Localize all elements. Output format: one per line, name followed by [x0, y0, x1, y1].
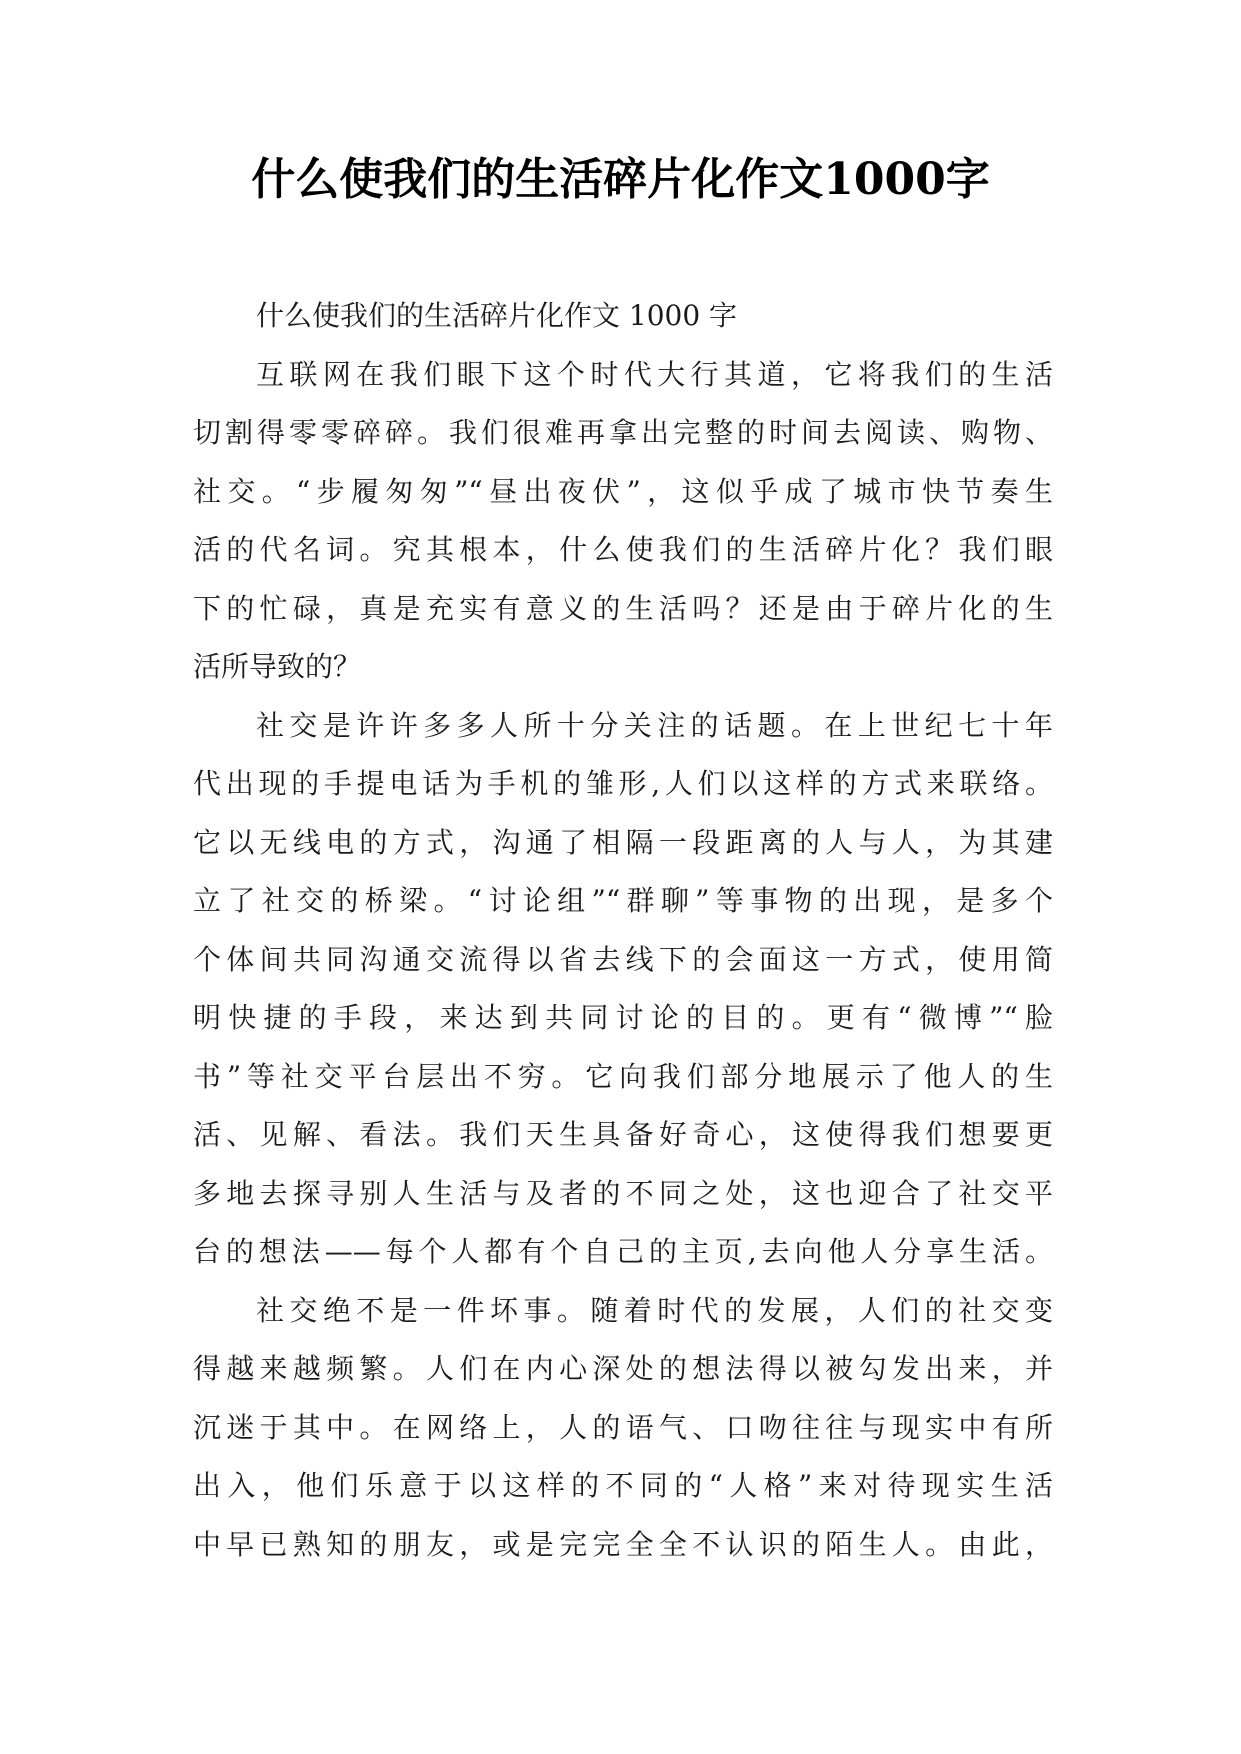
paragraph-1-line-4: 活的代名词。究其根本，什么使我们的生活碎片化？我们眼 — [193, 533, 1053, 566]
paragraph-2-line-3: 它以无线电的方式，沟通了相隔一段距离的人与人，为其建 — [193, 825, 1053, 859]
paragraph-2-line-2: 代出现的手提电话为手机的雏形,人们以这样的方式来联络。 — [193, 767, 1053, 800]
paragraph-1-line-1: 互联网在我们眼下这个时代大行其道，它将我们的生活 — [256, 357, 1053, 391]
paragraph-1-line-3: 社交。“步履匆匆”“昼出夜伏”，这似乎成了城市快节奏生 — [193, 474, 1053, 508]
paragraph-2-line-8: 活、见解、看法。我们天生具备好奇心，这使得我们想要更 — [193, 1118, 1053, 1151]
subtitle-line: 什么使我们的生活碎片化作文 1000 字 — [256, 299, 738, 332]
paragraph-2-line-9: 多地去探寻别人生活与及者的不同之处，这也迎合了社交平 — [193, 1176, 1053, 1210]
paragraph-2-line-7: 书”等社交平台层出不穷。它向我们部分地展示了他人的生 — [193, 1059, 1053, 1093]
paragraph-3-line-5: 中早已熟知的朋友，或是完完全全不认识的陌生人。由此， — [193, 1527, 1053, 1561]
paragraph-2-line-10: 台的想法——每个人都有个自己的主页,去向他人分享生活。 — [193, 1235, 1053, 1268]
paragraph-1-line-6: 活所导致的？ — [193, 650, 362, 683]
paragraph-3-line-4: 出入，他们乐意于以这样的不同的“人格”来对待现实生活 — [193, 1469, 1053, 1502]
paragraph-3-line-3: 沉迷于其中。在网络上，人的语气、口吻往往与现实中有所 — [193, 1410, 1053, 1444]
paragraph-1-line-2: 切割得零零碎碎。我们很难再拿出完整的时间去阅读、购物、 — [193, 416, 1053, 449]
paragraph-2-line-5: 个体间共同沟通交流得以省去线下的会面这一方式，使用简 — [193, 942, 1053, 976]
paragraph-3-line-2: 得越来越频繁。人们在内心深处的想法得以被勾发出来，并 — [193, 1352, 1053, 1385]
paragraph-2-line-6: 明快捷的手段，来达到共同讨论的目的。更有“微博”“脸 — [193, 1001, 1053, 1034]
paragraph-2-line-4: 立了社交的桥梁。“讨论组”“群聊”等事物的出现，是多个 — [193, 884, 1053, 917]
paragraph-2-line-1: 社交是许许多多人所十分关注的话题。在上世纪七十年 — [256, 708, 1053, 742]
document-title: 什么使我们的生活碎片化作文1000字 — [251, 154, 990, 205]
paragraph-3-line-1: 社交绝不是一件坏事。随着时代的发展，人们的社交变 — [256, 1293, 1053, 1327]
document-body — [193, 287, 1053, 1574]
paragraph-1-line-5: 下的忙碌，真是充实有意义的生活吗？还是由于碎片化的生 — [193, 591, 1053, 625]
